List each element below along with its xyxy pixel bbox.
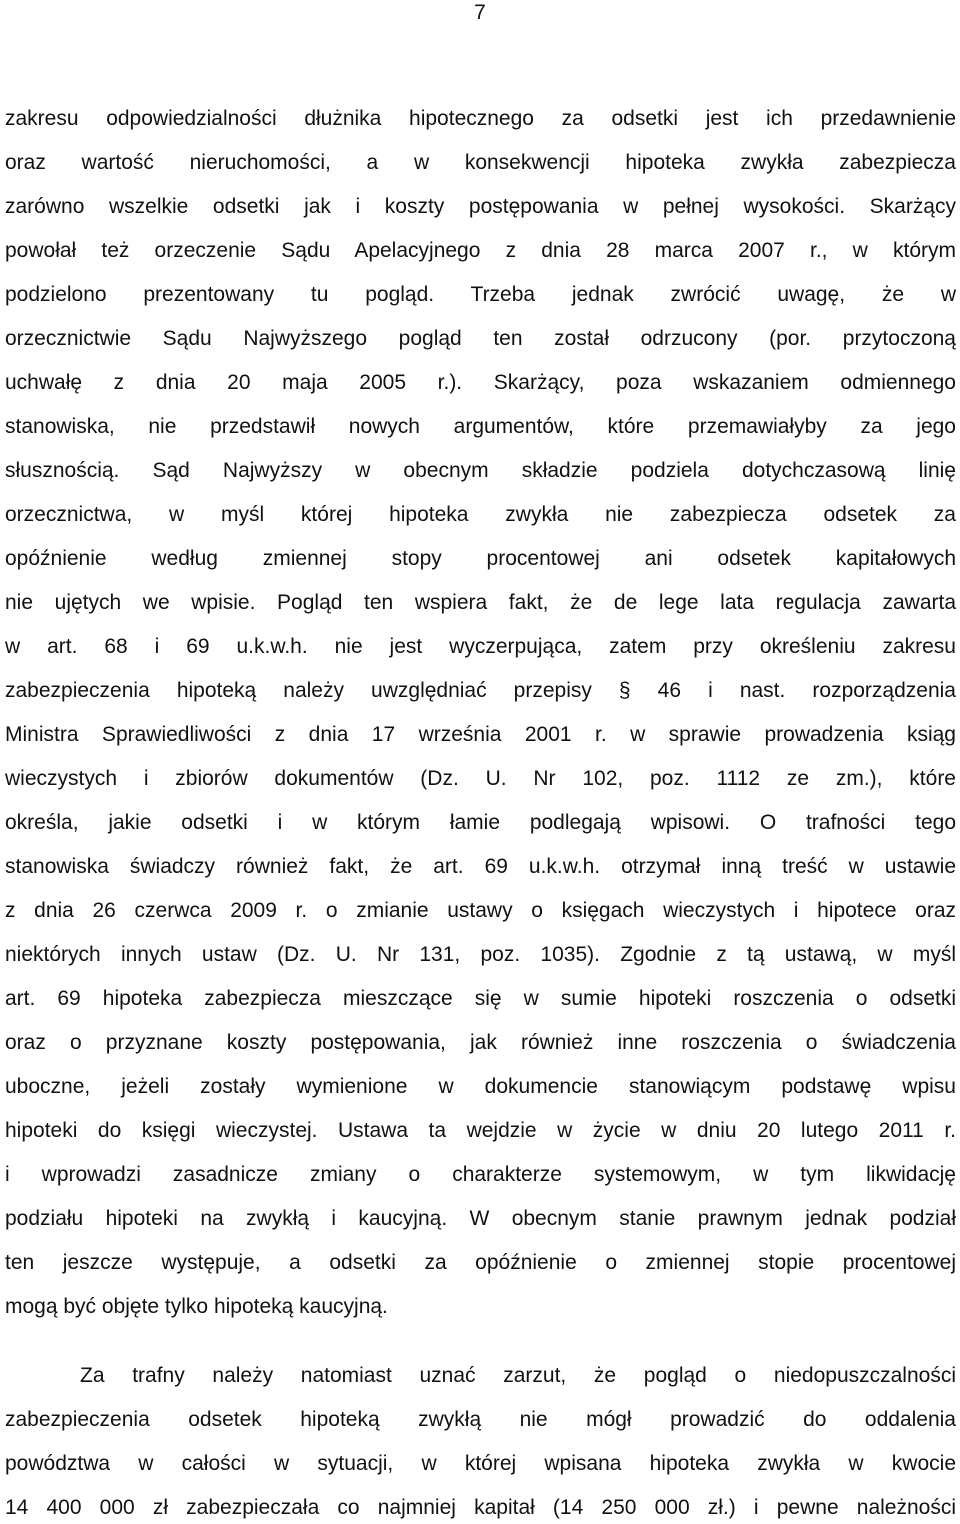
text-line: 14 400 000 zł zabezpieczała co najmniej kapitał (14 250 000 zł.) i pewne należności bbox=[5, 1496, 956, 1519]
text-line: oraz wartość nieruchomości, a w konsekwencji hipoteka zwykła zabezpiecza bbox=[5, 151, 956, 174]
text-line: opóźnienie według zmiennej stopy procentowej ani odsetek kapitałowych bbox=[5, 547, 956, 570]
text-line: w art. 68 i 69 u.k.w.h. nie jest wyczerpująca, zatem przy określeniu zakresu bbox=[5, 635, 956, 658]
text-line: powołał też orzeczenie Sądu Apelacyjnego z dnia 28 marca 2007 r., w którym bbox=[5, 239, 956, 262]
text-line: i wprowadzi zasadnicze zmiany o charakterze systemowym, w tym likwidację bbox=[5, 1163, 956, 1186]
text-line: ten jeszcze występuje, a odsetki za opóźnienie o zmiennej stopie procentowej bbox=[5, 1251, 956, 1274]
text-line: z dnia 26 czerwca 2009 r. o zmianie ustawy o księgach wieczystych i hipotece oraz bbox=[5, 899, 956, 922]
text-line: słusznością. Sąd Najwyższy w obecnym składzie podziela dotychczasową linię bbox=[5, 459, 956, 482]
text-line: zabezpieczenia hipoteką należy uwzględniać przepisy § 46 i nast. rozporządzenia bbox=[5, 679, 956, 702]
text-line: nie ujętych we wpisie. Pogląd ten wspiera fakt, że de lege lata regulacja zawarta bbox=[5, 591, 956, 614]
text-line: Za trafny należy natomiast uznać zarzut, że pogląd o niedopuszczalności bbox=[80, 1364, 956, 1387]
text-line: mogą być objęte tylko hipoteką kaucyjną. bbox=[5, 1295, 388, 1318]
text-line: zarówno wszelkie odsetki jak i koszty postępowania w pełnej wysokości. Skarżący bbox=[5, 195, 956, 218]
text-line: uchwałę z dnia 20 maja 2005 r.). Skarżący, poza wskazaniem odmiennego bbox=[5, 371, 956, 394]
text-line: określa, jakie odsetki i w którym łamie podlegają wpisowi. O trafności tego bbox=[5, 811, 956, 834]
text-line: art. 69 hipoteka zabezpiecza mieszczące się w sumie hipoteki roszczenia o odsetki bbox=[5, 987, 956, 1010]
text-line: Ministra Sprawiedliwości z dnia 17 września 2001 r. w sprawie prowadzenia ksiąg bbox=[5, 723, 956, 746]
text-line: uboczne, jeżeli zostały wymienione w dokumencie stanowiącym podstawę wpisu bbox=[5, 1075, 956, 1098]
text-line: orzecznictwie Sądu Najwyższego pogląd ten został odrzucony (por. przytoczoną bbox=[5, 327, 956, 350]
text-line: zakresu odpowiedzialności dłużnika hipotecznego za odsetki jest ich przedawnienie bbox=[5, 107, 956, 130]
text-line: wieczystych i zbiorów dokumentów (Dz. U. Nr 102, poz. 1112 ze zm.), które bbox=[5, 767, 956, 790]
text-line: podzielono prezentowany tu pogląd. Trzeba jednak zwrócić uwagę, że w bbox=[5, 283, 956, 306]
text-line: niektórych innych ustaw (Dz. U. Nr 131, poz. 1035). Zgodnie z tą ustawą, w myśl bbox=[5, 943, 956, 966]
text-line: stanowiska świadczy również fakt, że art. 69 u.k.w.h. otrzymał inną treść w ustawie bbox=[5, 855, 956, 878]
text-line: podziału hipoteki na zwykłą i kaucyjną. W obecnym stanie prawnym jednak podział bbox=[5, 1207, 956, 1230]
text-line: oraz o przyznane koszty postępowania, jak również inne roszczenia o świadczenia bbox=[5, 1031, 956, 1054]
text-line: hipoteki do księgi wieczystej. Ustawa ta wejdzie w życie w dniu 20 lutego 2011 r. bbox=[5, 1119, 956, 1142]
text-line: orzecznictwa, w myśl której hipoteka zwykła nie zabezpiecza odsetek za bbox=[5, 503, 956, 526]
text-line: stanowiska, nie przedstawił nowych argumentów, które przemawiałyby za jego bbox=[5, 415, 956, 438]
text-line: zabezpieczenia odsetek hipoteką zwykłą nie mógł prowadzić do oddalenia bbox=[5, 1408, 956, 1431]
text-line: powództwa w całości w sytuacji, w której wpisana hipoteka zwykła w kwocie bbox=[5, 1452, 956, 1475]
page-number: 7 bbox=[474, 1, 486, 24]
